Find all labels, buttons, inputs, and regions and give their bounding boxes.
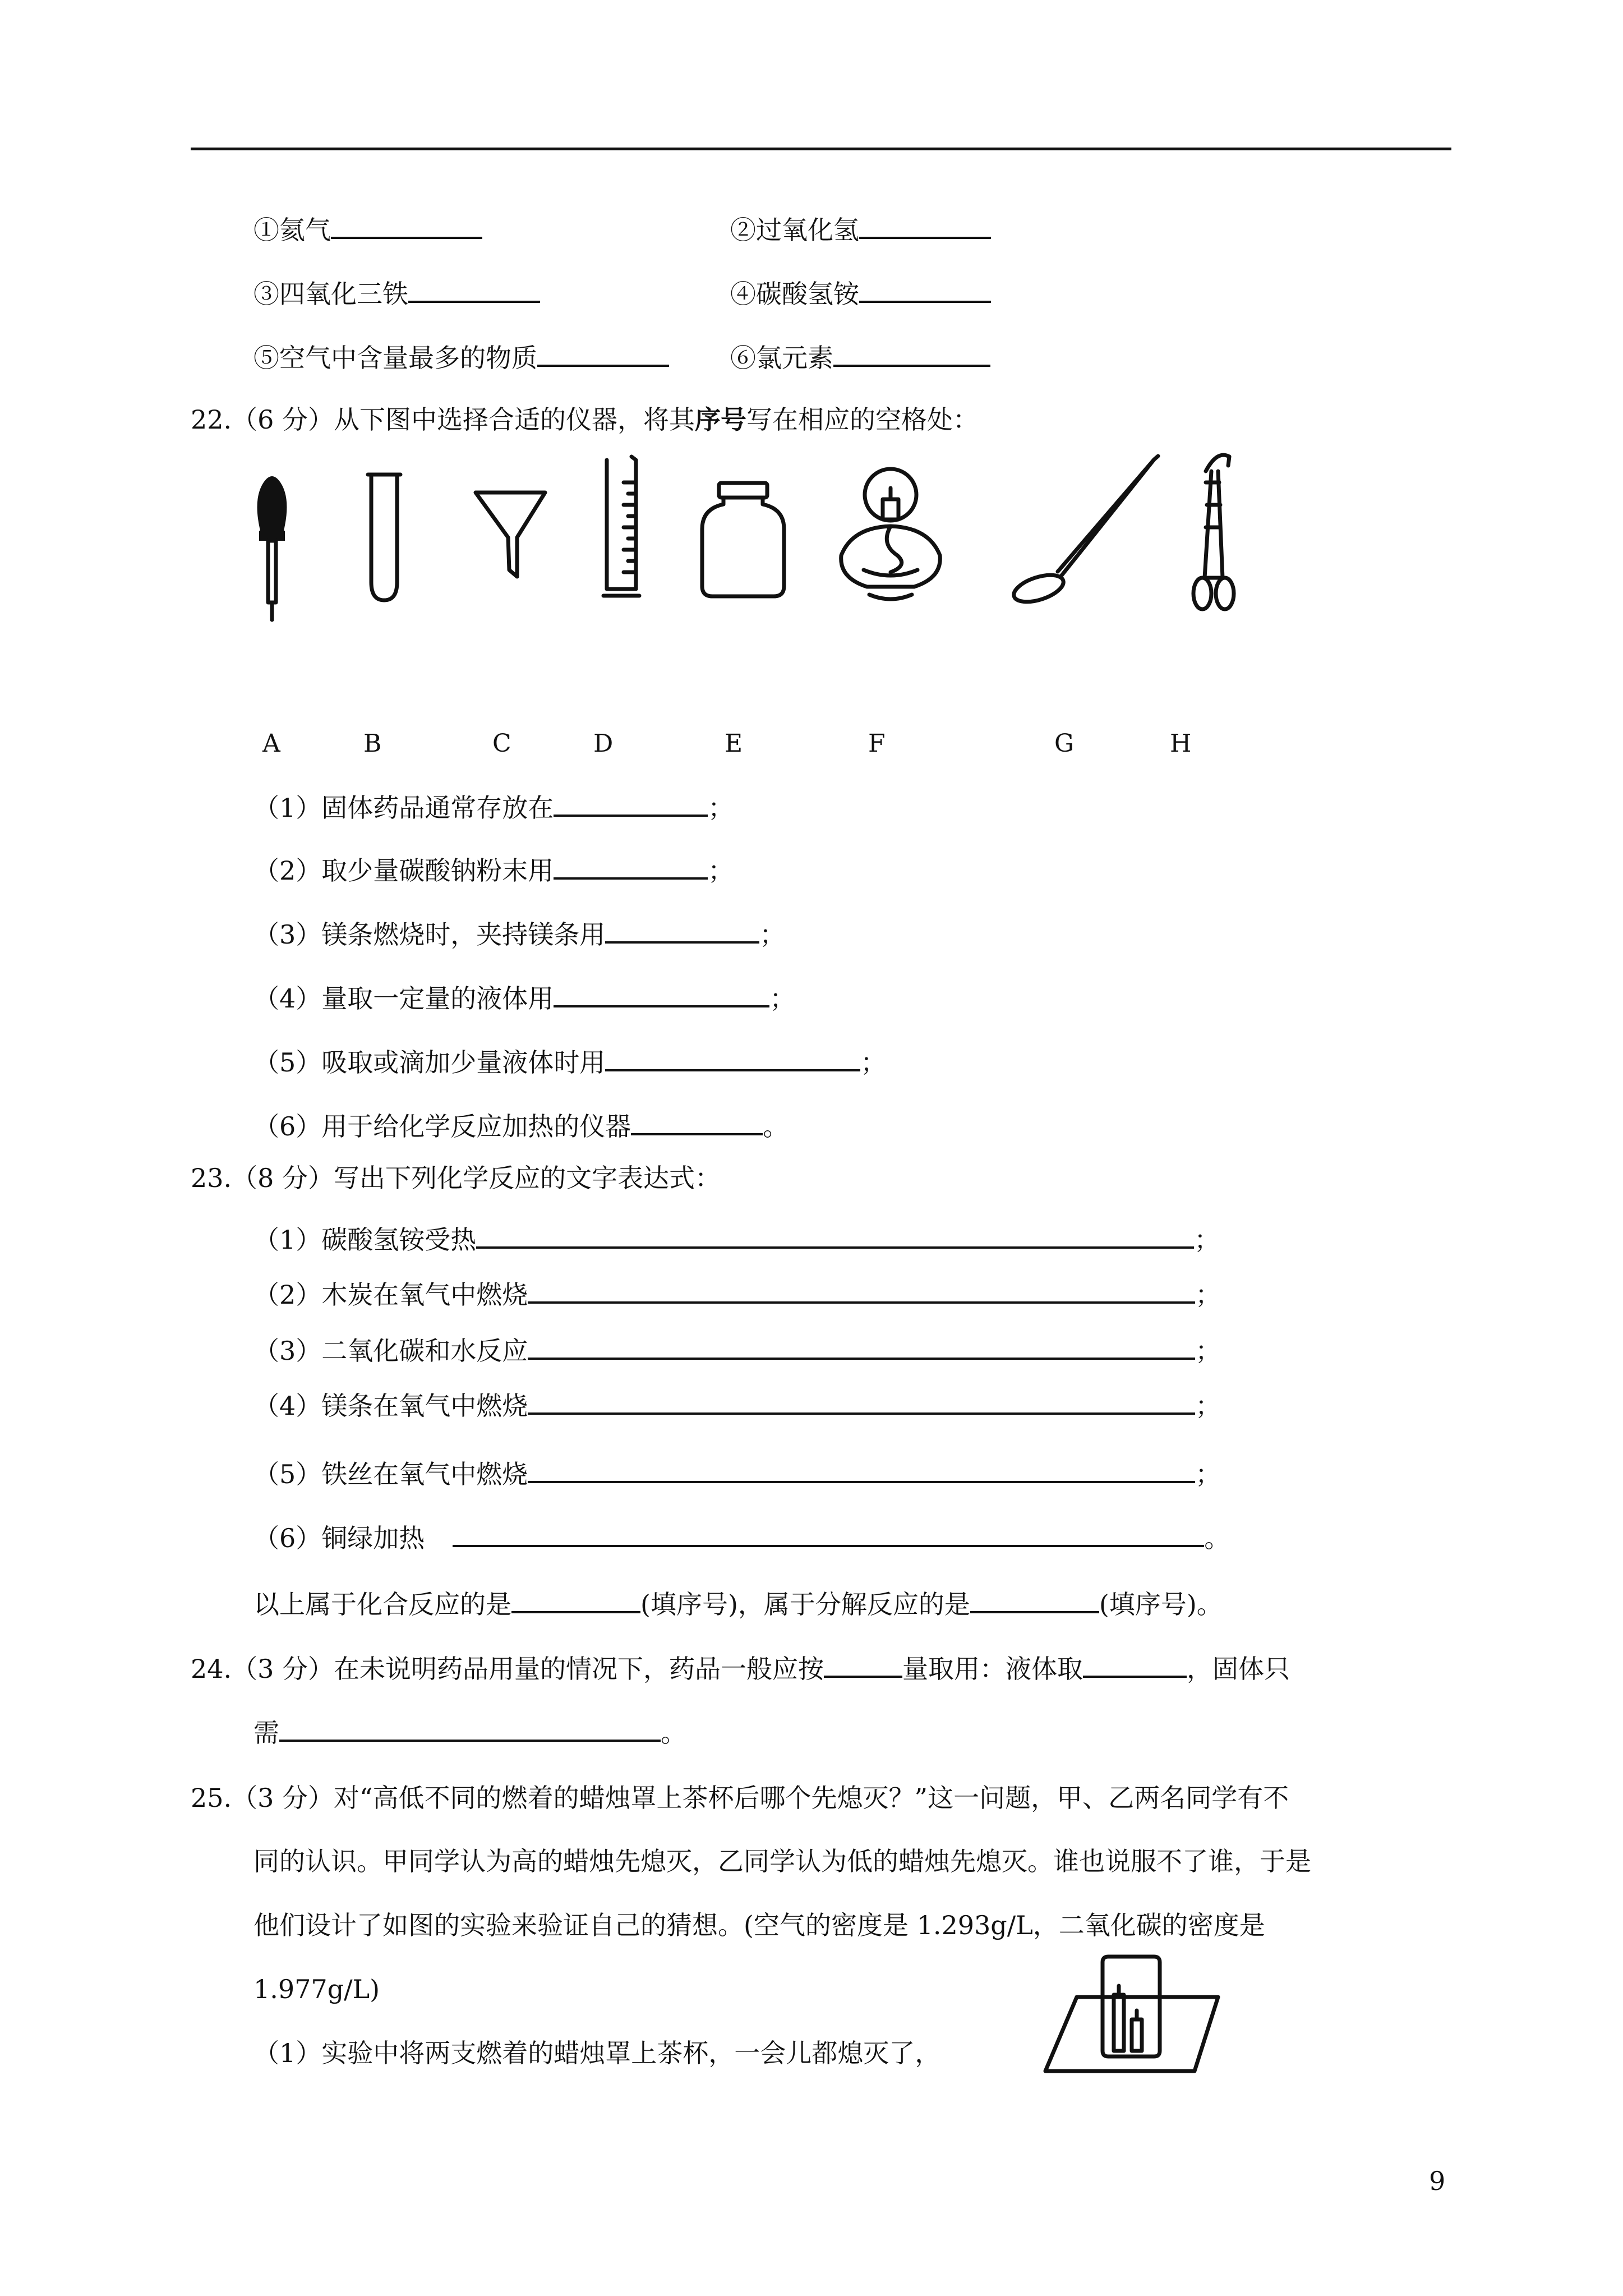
instrument-label-f: F: [868, 729, 886, 758]
crucible-tongs-icon: [1183, 449, 1245, 617]
q22-item-3: （3）镁条燃烧时，夹持镁条用 ；: [253, 919, 786, 950]
q25-sub-1: （1）实验中将两支燃着的蜡烛罩上茶杯，一会儿都熄灭了，: [253, 2038, 941, 2068]
q21-item-5: ⑤空气中含量最多的物质: [253, 341, 669, 375]
q24-line-1: 24.（3 分）在未说明药品用量的情况下，药品一般应按 量取用：液体取 ，固体只: [191, 1654, 1290, 1684]
q25-line-2: 同的认识。甲同学认为高的蜡烛先熄灭，乙同学认为低的蜡烛先熄灭。谁也说服不了谁，于是: [253, 1846, 1311, 1876]
instrument-label-e: E: [725, 729, 743, 758]
q22-item-2: （2）取少量碳酸钠粉末用 ；: [253, 855, 734, 886]
dropper-icon: [247, 466, 297, 623]
q22-item-4: （4）量取一定量的液体用 ；: [253, 983, 796, 1014]
q23-summary: 以上属于化合反应的是 (填序号)，属于分解反应的是 (填序号)。: [253, 1589, 1223, 1619]
candle-cup-experiment-figure: [1043, 1952, 1228, 2081]
q23-item-5: （5）铁丝在氧气中燃烧 ；: [253, 1459, 1221, 1489]
q22-item-6: （6）用于给化学反应加热的仪器 。: [253, 1111, 789, 1142]
q21-item-4: ④碳酸氢铵: [730, 277, 991, 311]
q25-line-1: 25.（3 分）对“高低不同的燃着的蜡烛罩上茶杯后哪个先熄灭？”这一问题，甲、乙两名同学有不: [191, 1783, 1289, 1813]
header-rule: [191, 148, 1451, 150]
q21-item-2: ②过氧化氢: [730, 213, 991, 247]
test-tube-icon: [365, 470, 404, 605]
q23-item-6: （6）铜绿加热 。: [253, 1523, 1230, 1553]
q25-line-4: 1.977g/L): [253, 1974, 380, 2004]
q23-item-2: （2）木炭在氧气中燃烧 ；: [253, 1280, 1221, 1310]
q21-item-6: ⑥氯元素: [730, 341, 990, 375]
q22-item-5: （5）吸取或滴加少量液体时用 ；: [253, 1047, 887, 1078]
q25-line-3: 他们设计了如图的实验来验证自己的猜想。(空气的密度是 1.293g/L，二氧化碳的密度是: [253, 1910, 1265, 1940]
funnel-icon: [471, 487, 550, 579]
wide-mouth-bottle-icon: [695, 480, 791, 600]
graduated-cylinder-icon: [599, 454, 644, 600]
instrument-label-a: A: [262, 729, 280, 758]
q23-item-4: （4）镁条在氧气中燃烧 ；: [253, 1391, 1221, 1421]
page-number: 9: [1429, 2166, 1446, 2196]
q23-stem: 23.（8 分）写出下列化学反应的文字表达式：: [191, 1163, 721, 1193]
instrument-label-g: G: [1054, 729, 1075, 758]
instrument-label-c: C: [492, 729, 511, 758]
medicine-spoon-icon: [1009, 452, 1164, 606]
instrument-label-h: H: [1170, 729, 1192, 758]
q22-stem: 22.（6 分）从下图中选择合适的仪器，将其序号写在相应的空格处：: [191, 404, 979, 435]
q23-item-3: （3）二氧化碳和水反应 ；: [253, 1336, 1221, 1366]
instrument-label-d: D: [593, 729, 614, 758]
alcohol-lamp-icon: [830, 460, 951, 609]
q21-item-3: ③四氧化三铁: [253, 277, 540, 311]
q23-item-1: （1）碳酸氢铵受热 ；: [253, 1225, 1220, 1255]
q24-line-2: 需 。: [253, 1718, 686, 1748]
q22-item-1: （1）固体药品通常存放在 ；: [253, 793, 734, 823]
q21-item-1: ①氦气: [253, 213, 482, 247]
instrument-label-b: B: [363, 729, 382, 758]
